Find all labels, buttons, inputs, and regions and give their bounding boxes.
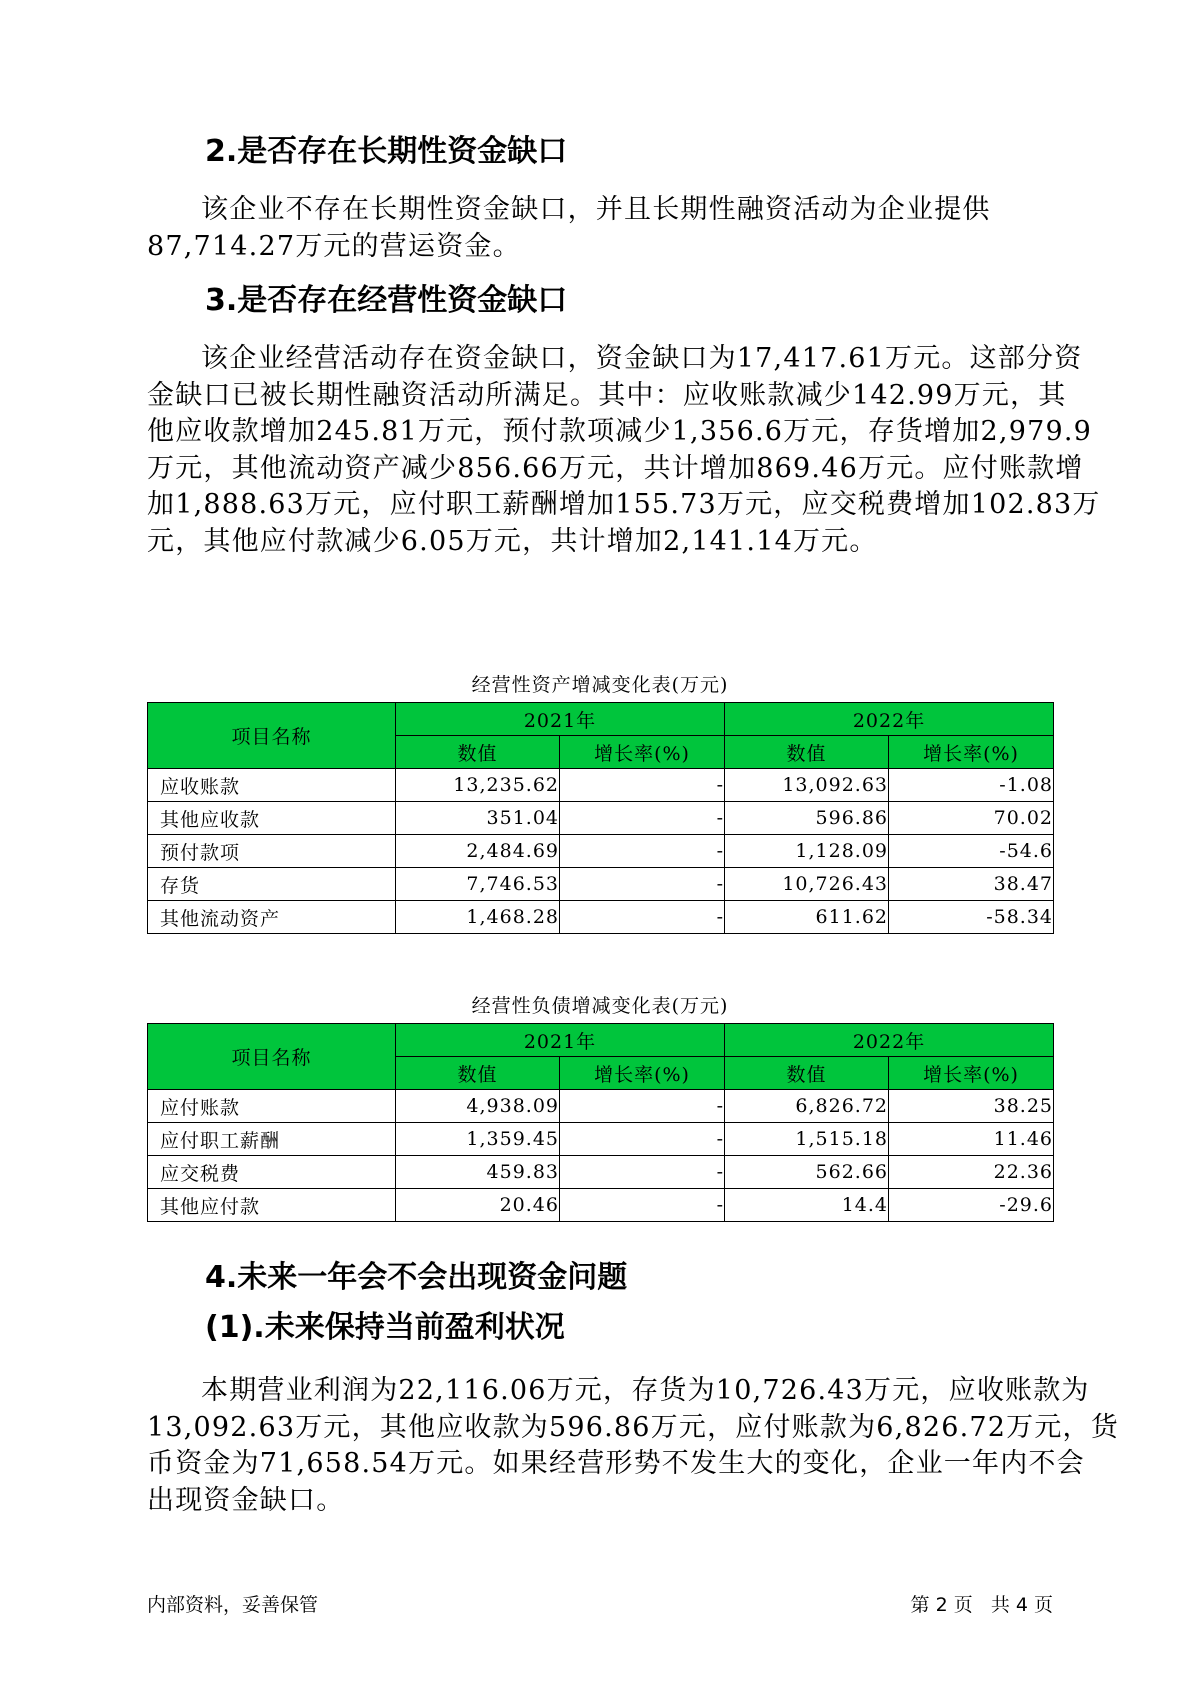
rate-2022: 22.36	[889, 1156, 1054, 1189]
paragraph-line: 币资金为71,658.54万元。如果经营形势不发生大的变化，企业一年内不会	[147, 1448, 1085, 1479]
row-name: 预付款项	[148, 835, 396, 868]
section-4-subheading: (1).未来保持当前盈利状况	[205, 1310, 565, 1345]
rate-2022: 38.47	[889, 868, 1054, 901]
paragraph-line: 金缺口已被长期性融资活动所满足。其中：应收账款减少142.99万元，其	[147, 379, 1067, 411]
paragraph-line: 该企业不存在长期性资金缺口，并且长期性融资活动为企业提供	[201, 194, 991, 225]
value-2021: 4,938.09	[396, 1090, 560, 1123]
value-2022: 10,726.43	[725, 868, 889, 901]
paragraph-line: 出现资金缺口。	[147, 1484, 345, 1516]
rate-2022: -58.34	[889, 901, 1054, 934]
table-row	[148, 868, 1054, 901]
paragraph-line: 本期营业利润为22,116.06万元，存货为10,726.43万元，应收账款为	[201, 1375, 1090, 1406]
footer-confidential-note: 内部资料，妥善保管	[147, 1594, 319, 1616]
footer-page-number: 第 2 页 共 4 页	[910, 1594, 1053, 1616]
table-row	[148, 1090, 1054, 1123]
header-growth-rate: 增长率(%)	[889, 1057, 1054, 1090]
value-2021: 459.83	[396, 1156, 560, 1189]
rate-2022: -29.6	[889, 1189, 1054, 1222]
value-2022: 1,515.18	[725, 1123, 889, 1156]
paragraph-line: 元，其他应付款减少6.05万元，共计增加2,141.14万元。	[147, 525, 878, 557]
section-4-paragraph	[147, 1373, 1119, 1519]
paragraph-line: 该企业经营活动存在资金缺口，资金缺口为17,417.61万元。这部分资	[201, 343, 1083, 374]
paragraph-line: 他应收款增加245.81万元，预付款项减少1,356.6万元，存货增加2,979.9	[147, 416, 1092, 447]
section-2-heading: 2.是否存在长期性资金缺口	[205, 134, 568, 169]
row-name: 其他流动资产	[148, 901, 396, 934]
header-year-2022: 2022年	[725, 703, 1054, 736]
table-row	[148, 769, 1054, 802]
table-row	[148, 1156, 1054, 1189]
paragraph-line: 87,714.27万元的营运资金。	[147, 230, 521, 262]
row-name: 应付账款	[148, 1090, 396, 1123]
value-2021: 7,746.53	[396, 868, 560, 901]
value-2021: 1,359.45	[396, 1123, 560, 1156]
value-2022: 596.86	[725, 802, 889, 835]
value-2021: 351.04	[396, 802, 560, 835]
section-4-heading: 4.未来一年会不会出现资金问题	[205, 1260, 628, 1295]
header-year-2022: 2022年	[725, 1024, 1054, 1057]
rate-2022: 38.25	[889, 1090, 1054, 1123]
value-2021: 2,484.69	[396, 835, 560, 868]
rate-2022: 11.46	[889, 1123, 1054, 1156]
table-row	[148, 901, 1054, 934]
section-3-heading: 3.是否存在经营性资金缺口	[205, 283, 568, 318]
value-2021: 1,468.28	[396, 901, 560, 934]
row-name: 其他应收款	[148, 802, 396, 835]
value-2022: 611.62	[725, 901, 889, 934]
rate-2022: -1.08	[889, 769, 1054, 802]
rate-2022: 70.02	[889, 802, 1054, 835]
row-name: 存货	[148, 868, 396, 901]
header-value: 数值	[725, 736, 889, 769]
asset-change-table	[147, 702, 1054, 934]
rate-2021: -	[560, 1090, 725, 1123]
rate-2021: -	[560, 802, 725, 835]
header-value: 数值	[396, 736, 560, 769]
header-value: 数值	[396, 1057, 560, 1090]
value-2021: 13,235.62	[396, 769, 560, 802]
table-row	[148, 1189, 1054, 1222]
rate-2021: -	[560, 835, 725, 868]
value-2022: 14.4	[725, 1189, 889, 1222]
rate-2021: -	[560, 901, 725, 934]
value-2022: 13,092.63	[725, 769, 889, 802]
value-2022: 562.66	[725, 1156, 889, 1189]
header-growth-rate: 增长率(%)	[560, 736, 725, 769]
header-item-name: 项目名称	[148, 703, 396, 769]
rate-2021: -	[560, 1156, 725, 1189]
row-name: 其他应付款	[148, 1189, 396, 1222]
rate-2021: -	[560, 1123, 725, 1156]
liability-table-caption: 经营性负债增减变化表(万元)	[471, 995, 729, 1017]
rate-2021: -	[560, 868, 725, 901]
row-name: 应收账款	[148, 769, 396, 802]
header-growth-rate: 增长率(%)	[560, 1057, 725, 1090]
header-year-2021: 2021年	[396, 1024, 725, 1057]
rate-2022: -54.6	[889, 835, 1054, 868]
paragraph-line: 万元，其他流动资产减少856.66万元，共计增加869.46万元。应付账款增	[147, 452, 1084, 484]
header-item-name: 项目名称	[148, 1024, 396, 1090]
paragraph-line: 13,092.63万元，其他应收款为596.86万元，应付账款为6,826.72万元，货	[147, 1411, 1119, 1443]
section-3-paragraph	[147, 341, 1101, 560]
rate-2021: -	[560, 769, 725, 802]
header-value: 数值	[725, 1057, 889, 1090]
table-row	[148, 835, 1054, 868]
asset-table-caption: 经营性资产增减变化表(万元)	[471, 674, 729, 696]
value-2021: 20.46	[396, 1189, 560, 1222]
header-growth-rate: 增长率(%)	[889, 736, 1054, 769]
row-name: 应交税费	[148, 1156, 396, 1189]
row-name: 应付职工薪酬	[148, 1123, 396, 1156]
header-year-2021: 2021年	[396, 703, 725, 736]
paragraph-line: 加1,888.63万元，应付职工薪酬增加155.73万元，应交税费增加102.83万	[147, 489, 1101, 520]
table-row	[148, 1123, 1054, 1156]
value-2022: 6,826.72	[725, 1090, 889, 1123]
table-row	[148, 802, 1054, 835]
liability-change-table	[147, 1023, 1054, 1222]
section-2-paragraph	[147, 192, 1047, 265]
rate-2021: -	[560, 1189, 725, 1222]
value-2022: 1,128.09	[725, 835, 889, 868]
